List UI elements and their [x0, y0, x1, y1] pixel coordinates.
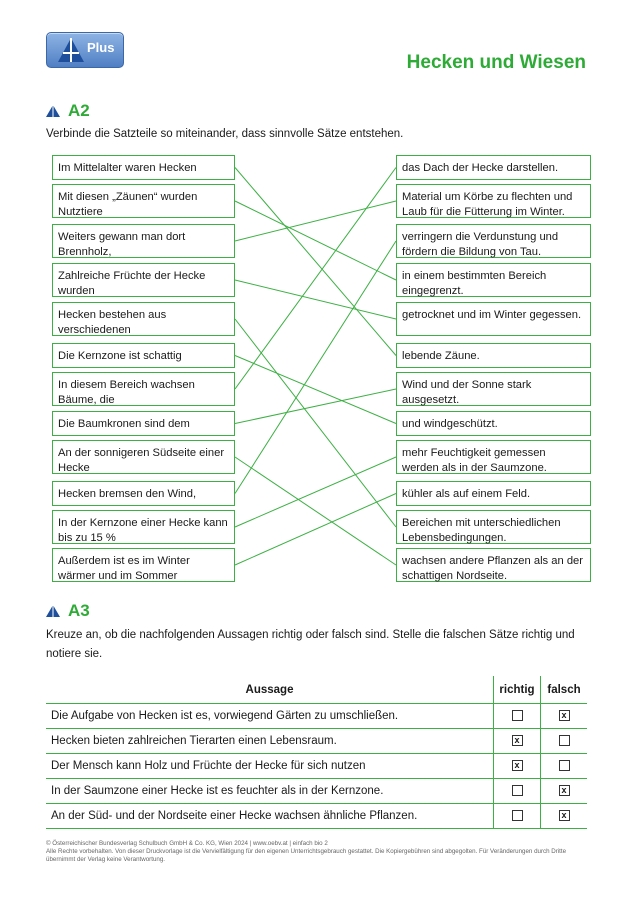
statement-text: An der Süd- und der Nordseite einer Hecke wachsen ähnliche Pflanzen.: [46, 804, 494, 829]
a2-right-item[interactable]: lebende Zäune.: [396, 343, 591, 368]
correct-checkbox[interactable]: [512, 785, 523, 796]
table-row: [46, 779, 587, 804]
pyramid-icon: [46, 605, 60, 617]
connection-line: [235, 201, 396, 241]
connection-line: [235, 457, 396, 565]
a2-right-item[interactable]: getrocknet und im Winter gegessen.: [396, 302, 591, 336]
a2-left-item[interactable]: An der sonnigeren Südseite einer Hecke: [52, 440, 235, 474]
correct-cell: [494, 704, 541, 729]
a2-left-item[interactable]: Mit diesen „Zäunen“ wurden Nutztiere: [52, 184, 235, 218]
statement-text: In der Saumzone einer Hecke ist es feuchter als in der Kernzone.: [46, 779, 494, 804]
a2-left-item[interactable]: Die Baumkronen sind dem: [52, 411, 235, 436]
correct-cell: [494, 804, 541, 829]
a2-right-item[interactable]: Wind und der Sonne stark ausgesetzt.: [396, 372, 591, 406]
a2-left-item[interactable]: In diesem Bereich wachsen Bäume, die: [52, 372, 235, 406]
connection-line: [235, 280, 396, 319]
footer-rights: Alle Rechte vorbehalten. Von dieser Druckvorlage ist die Vervielfältigung für den eigenen Unterrichtsgebrauch gestattet. Die Kopiergebühren sind abgegolten. Für Veränderungen durch Dritte übernimmt der Verlag keine Verantwortung.: [46, 848, 567, 863]
a2-left-item[interactable]: In der Kernzone einer Hecke kann bis zu 15 %: [52, 510, 235, 544]
correct-cell: [494, 729, 541, 754]
a2-right-item[interactable]: Material um Körbe zu flechten und Laub für die Fütterung im Winter.: [396, 184, 591, 218]
table-row: [46, 729, 587, 754]
footer-copyright: © Österreichischer Bundesverlag Schulbuch GmbH & Co. KG, Wien 2024 | www.oebv.at | einfach bio 2: [46, 840, 328, 847]
a2-right-item[interactable]: mehr Feuchtigkeit gemessen werden als in der Saumzone.: [396, 440, 591, 474]
header-wrong: falsch: [541, 676, 588, 704]
correct-checkbox[interactable]: [512, 810, 523, 821]
header-statement: Aussage: [46, 676, 494, 704]
a2-left-item[interactable]: Weiters gewann man dort Brennholz,: [52, 224, 235, 258]
a2-left-item[interactable]: Zahlreiche Früchte der Hecke wurden: [52, 263, 235, 297]
correct-checkbox[interactable]: x: [512, 760, 523, 771]
wrong-cell: [541, 779, 588, 804]
section-a3-heading: [46, 601, 90, 621]
a2-left-item[interactable]: Hecken bremsen den Wind,: [52, 481, 235, 506]
a2-left-item[interactable]: Außerdem ist es im Winter wärmer und im Sommer: [52, 548, 235, 582]
section-a3-label: A3: [68, 601, 90, 620]
a2-right-item[interactable]: und windgeschützt.: [396, 411, 591, 436]
wrong-checkbox[interactable]: x: [559, 810, 570, 821]
wrong-cell: [541, 704, 588, 729]
wrong-checkbox[interactable]: [559, 735, 570, 746]
wrong-cell: [541, 804, 588, 829]
page-title: Hecken und Wiesen: [406, 52, 586, 73]
logo-text: Plus: [87, 40, 115, 55]
footer: [46, 840, 586, 864]
section-a2-label: A2: [68, 101, 90, 120]
correct-checkbox[interactable]: x: [512, 735, 523, 746]
a3-instruction: Kreuze an, ob die nachfolgenden Aussagen richtig oder falsch sind. Stelle die falschen Sätze richtig und notiere sie.: [46, 629, 575, 660]
connection-line: [235, 389, 396, 424]
statement-text: Die Aufgabe von Hecken ist es, vorwiegend Gärten zu umschließen.: [46, 704, 494, 729]
a2-right-item[interactable]: kühler als auf einem Feld.: [396, 481, 591, 506]
wrong-cell: [541, 754, 588, 779]
a2-right-item[interactable]: in einem bestimmten Bereich eingegrenzt.: [396, 263, 591, 297]
wrong-cell: [541, 729, 588, 754]
wrong-checkbox[interactable]: [559, 760, 570, 771]
table-row: [46, 704, 587, 729]
connection-line: [235, 494, 396, 566]
a2-left-item[interactable]: Hecken bestehen aus verschiedenen: [52, 302, 235, 336]
a2-right-item[interactable]: verringern die Verdunstung und fördern die Bildung von Tau.: [396, 224, 591, 258]
correct-cell: [494, 754, 541, 779]
a2-right-item[interactable]: wachsen andere Pflanzen als an der schattigen Nordseite.: [396, 548, 591, 582]
statement-text: Der Mensch kann Holz und Früchte der Hecke für sich nutzen: [46, 754, 494, 779]
a2-left-item[interactable]: Die Kernzone ist schattig: [52, 343, 235, 368]
statement-text: Hecken bieten zahlreichen Tierarten einen Lebensraum.: [46, 729, 494, 754]
connection-line: [235, 356, 396, 424]
wrong-checkbox[interactable]: x: [559, 785, 570, 796]
a2-left-item[interactable]: Im Mittelalter waren Hecken: [52, 155, 235, 180]
statement-table: [46, 676, 587, 829]
wrong-checkbox[interactable]: x: [559, 710, 570, 721]
table-row: [46, 754, 587, 779]
connection-line: [235, 201, 396, 280]
connection-line: [235, 168, 396, 356]
table-row: [46, 804, 587, 829]
table-header-row: [46, 676, 587, 704]
header-correct: richtig: [494, 676, 541, 704]
correct-cell: [494, 779, 541, 804]
correct-checkbox[interactable]: [512, 710, 523, 721]
connection-line: [235, 457, 396, 527]
a2-right-item[interactable]: das Dach der Hecke darstellen.: [396, 155, 591, 180]
a2-right-item[interactable]: Bereichen mit unterschiedlichen Lebensbedingungen.: [396, 510, 591, 544]
a2-instruction: Verbinde die Satzteile so miteinander, dass sinnvolle Sätze entstehen.: [46, 128, 404, 140]
connection-line: [235, 319, 396, 527]
